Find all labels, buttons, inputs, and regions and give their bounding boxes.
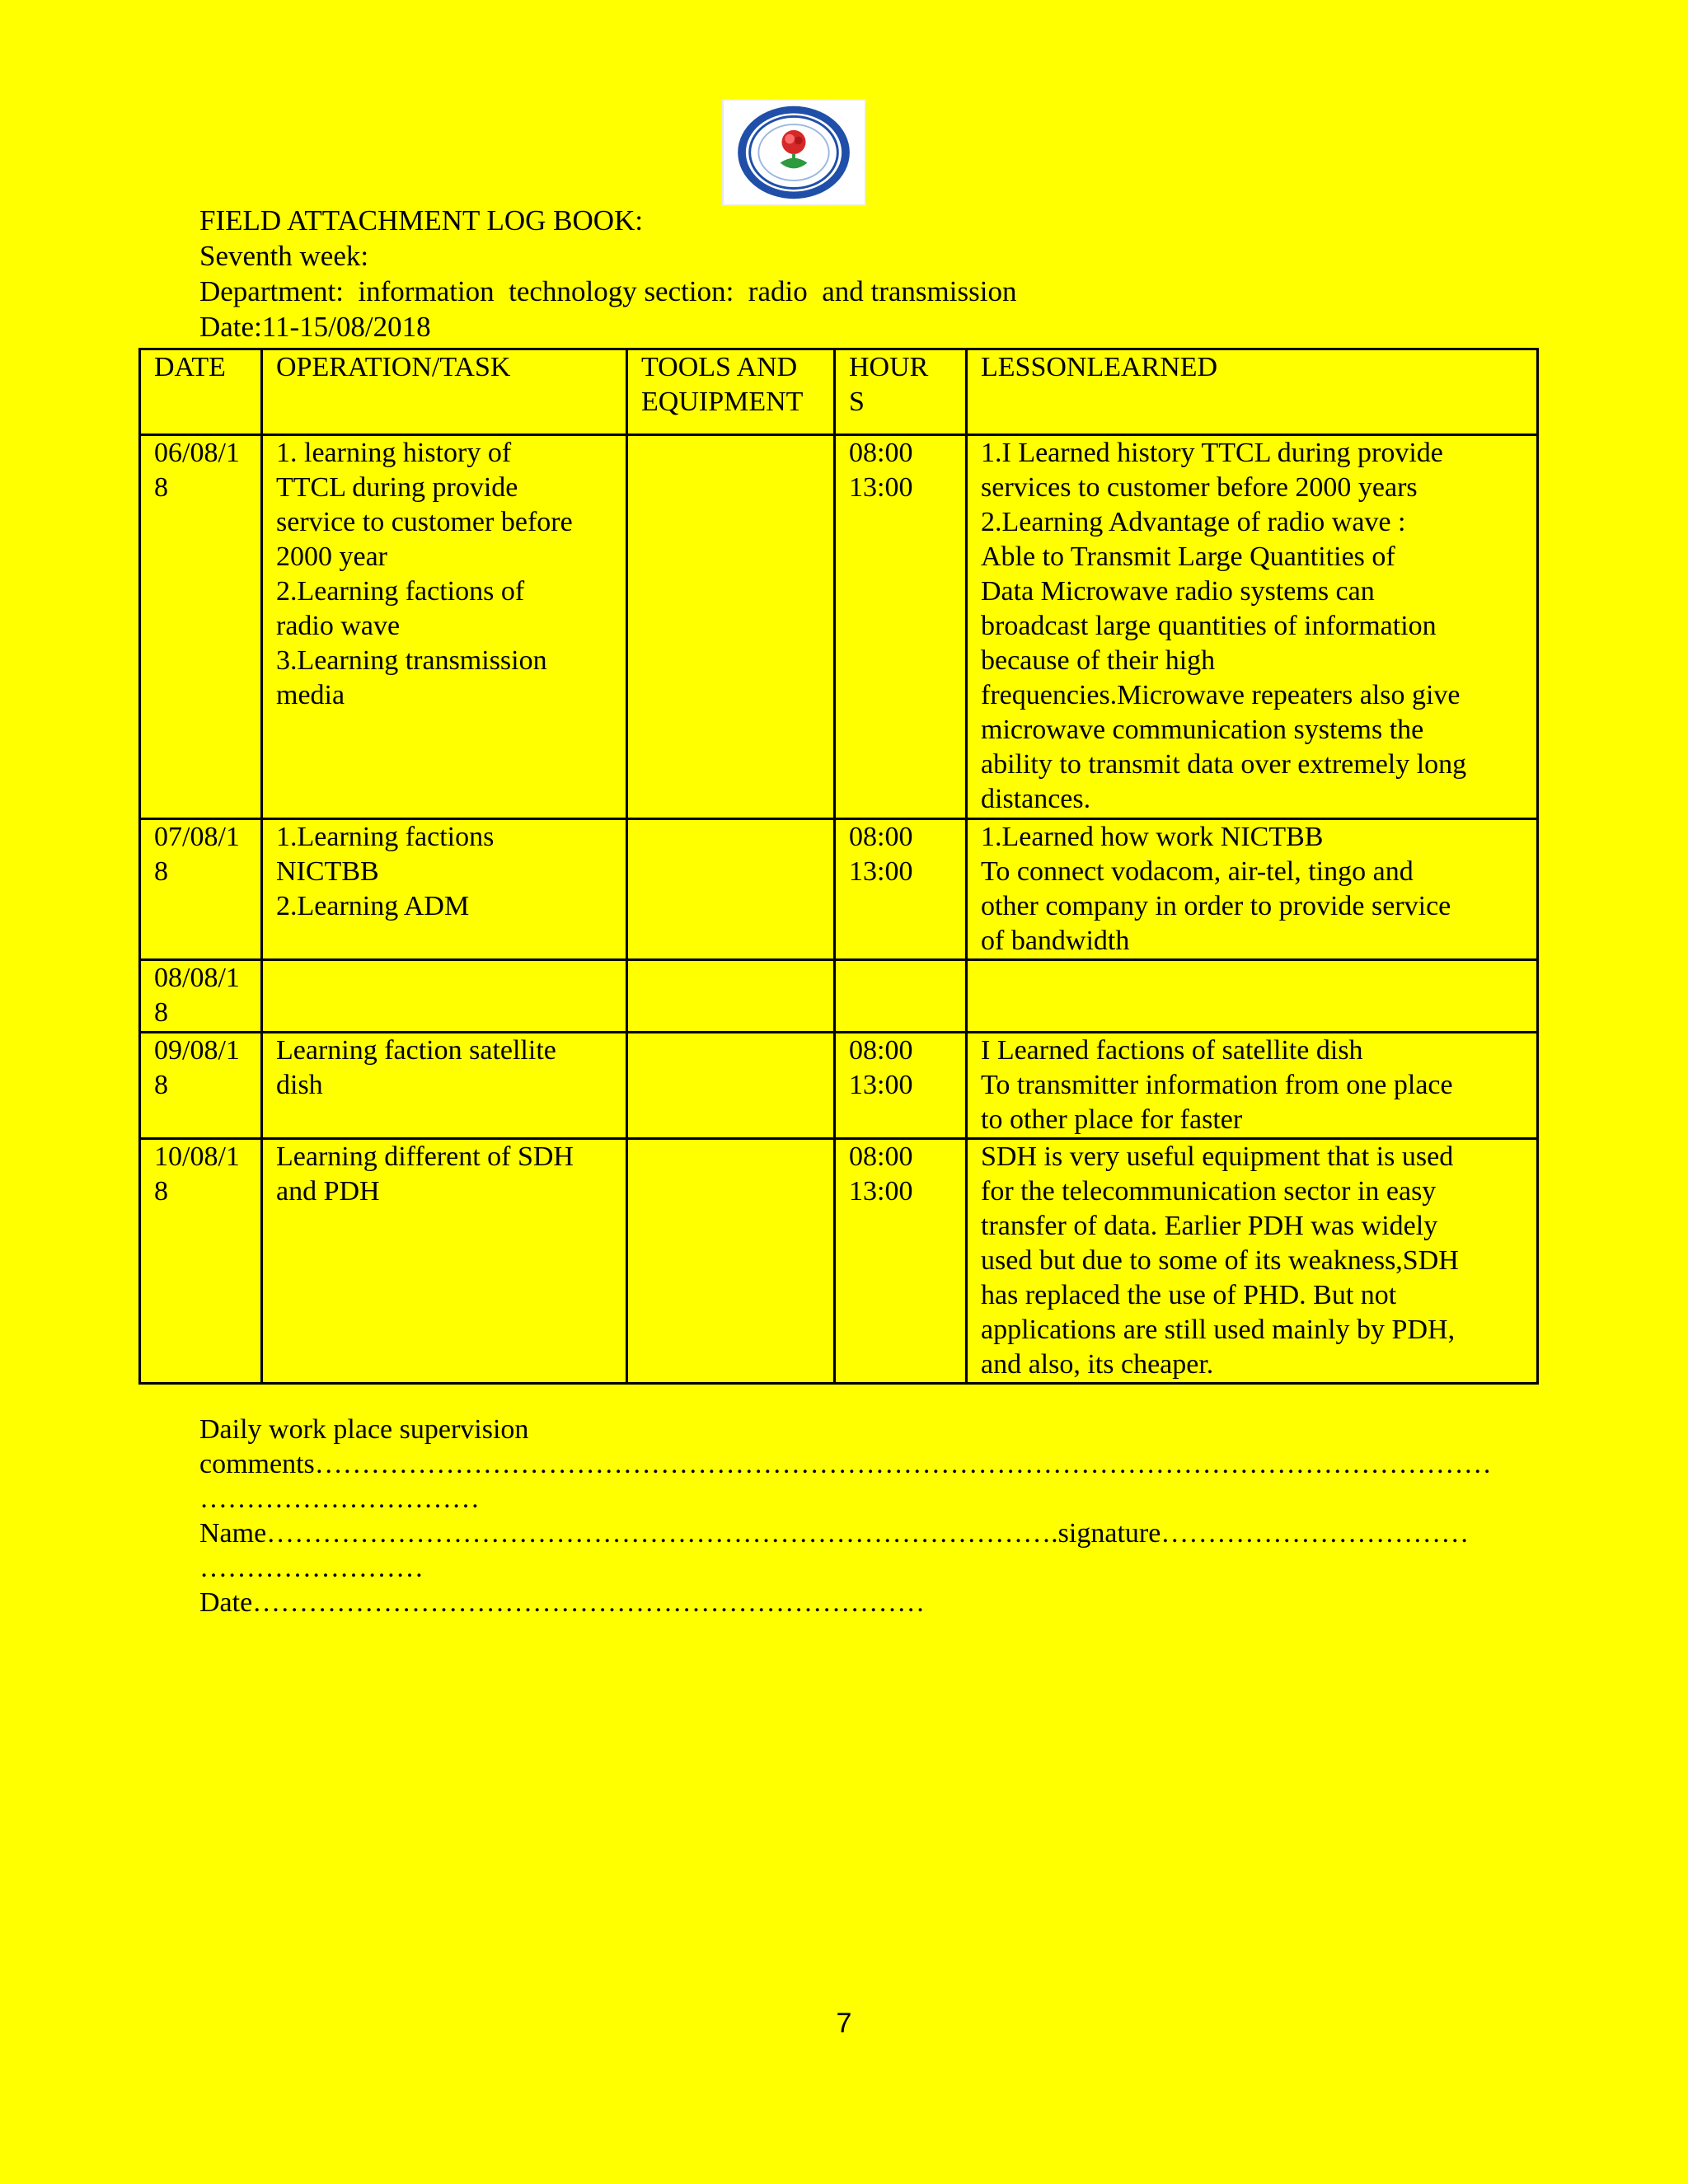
signature-continuation: …………………… — [199, 1553, 424, 1583]
cell-hours: 08:00 13:00 — [835, 1033, 967, 1139]
cell-date: 07/08/1 8 — [140, 819, 262, 960]
log-table — [138, 348, 1539, 1385]
table-row — [140, 1139, 1538, 1384]
page-number: 7 — [836, 2008, 852, 2039]
table-row — [140, 435, 1538, 819]
cell-hours — [835, 960, 967, 1033]
cell-task — [262, 960, 627, 1033]
cell-task: 1.Learning factions NICTBB 2.Learning ADM — [262, 819, 627, 960]
week-label: Seventh week: — [199, 240, 369, 272]
log-title: FIELD ATTACHMENT LOG BOOK: — [199, 204, 644, 237]
date-range-label: Date:11-15/08/2018 — [199, 311, 431, 343]
cell-tools — [627, 819, 835, 960]
table-row — [140, 960, 1538, 1033]
column-header-hours: HOUR S — [835, 349, 967, 435]
cell-tools — [627, 435, 835, 819]
cell-tools — [627, 960, 835, 1033]
table-row — [140, 1033, 1538, 1139]
cell-hours: 08:00 13:00 — [835, 819, 967, 960]
column-header-tools: TOOLS AND EQUIPMENT — [627, 349, 835, 435]
cell-hours: 08:00 13:00 — [835, 1139, 967, 1384]
cell-lesson: 1.I Learned history TTCL during provide services to customer before 2000 years 2.Learning Advantage of radio wave : Able to Transmit Large Quantities of Data Microwave radio systems can broadcast large quantities of information because of their high frequencies.Microwave repeaters also give microwave communication systems the ability to transmit data over extremely long distances. — [967, 435, 1538, 819]
cell-lesson: I Learned factions of satellite dish To transmitter information from one place to other place for faster — [967, 1033, 1538, 1139]
supervision-label: Daily work place supervision — [199, 1414, 529, 1445]
cell-date: 06/08/1 8 — [140, 435, 262, 819]
university-logo — [722, 99, 866, 206]
cell-lesson: 1.Learned how work NICTBB To connect vodacom, air-tel, tingo and other company in order to provide service of bandwidth — [967, 819, 1538, 960]
name-signature-line: Name………………………………………………………………………….signature…………………………… — [199, 1518, 1470, 1549]
cell-date: 09/08/1 8 — [140, 1033, 262, 1139]
supervision-footer — [199, 1413, 1551, 1620]
table-header-row — [140, 349, 1538, 435]
date-line: Date……………………………………………………………… — [199, 1587, 926, 1618]
cell-lesson: SDH is very useful equipment that is used for the telecommunication sector in easy transfer of data. Earlier PDH was widely used but due to some of its weakness,SDH has replaced the use of PHD. But not applications are still used mainly by PDH, and also, its cheaper. — [967, 1139, 1538, 1384]
cell-date: 08/08/1 8 — [140, 960, 262, 1033]
cell-tools — [627, 1033, 835, 1139]
department-label: Department: information technology section: radio and transmission — [199, 275, 1017, 307]
cell-task: 1. learning history of TTCL during provide service to customer before 2000 year 2.Learning factions of radio wave 3.Learning transmission media — [262, 435, 627, 819]
cell-tools — [627, 1139, 835, 1384]
cell-lesson — [967, 960, 1538, 1033]
cell-task: Learning faction satellite dish — [262, 1033, 627, 1139]
cell-hours: 08:00 13:00 — [835, 435, 967, 819]
cell-date: 10/08/1 8 — [140, 1139, 262, 1384]
table-row — [140, 819, 1538, 960]
log-header — [199, 203, 1016, 344]
comments-line: comments……………………………………………………………………………………………………………… — [199, 1449, 1492, 1479]
comments-continuation: ………………………… — [199, 1483, 480, 1514]
column-header-task: OPERATION/TASK — [262, 349, 627, 435]
cell-task: Learning different of SDH and PDH — [262, 1139, 627, 1384]
column-header-date: DATE — [140, 349, 262, 435]
column-header-lesson: LESSONLEARNED — [967, 349, 1538, 435]
university-seal-icon — [724, 101, 865, 204]
